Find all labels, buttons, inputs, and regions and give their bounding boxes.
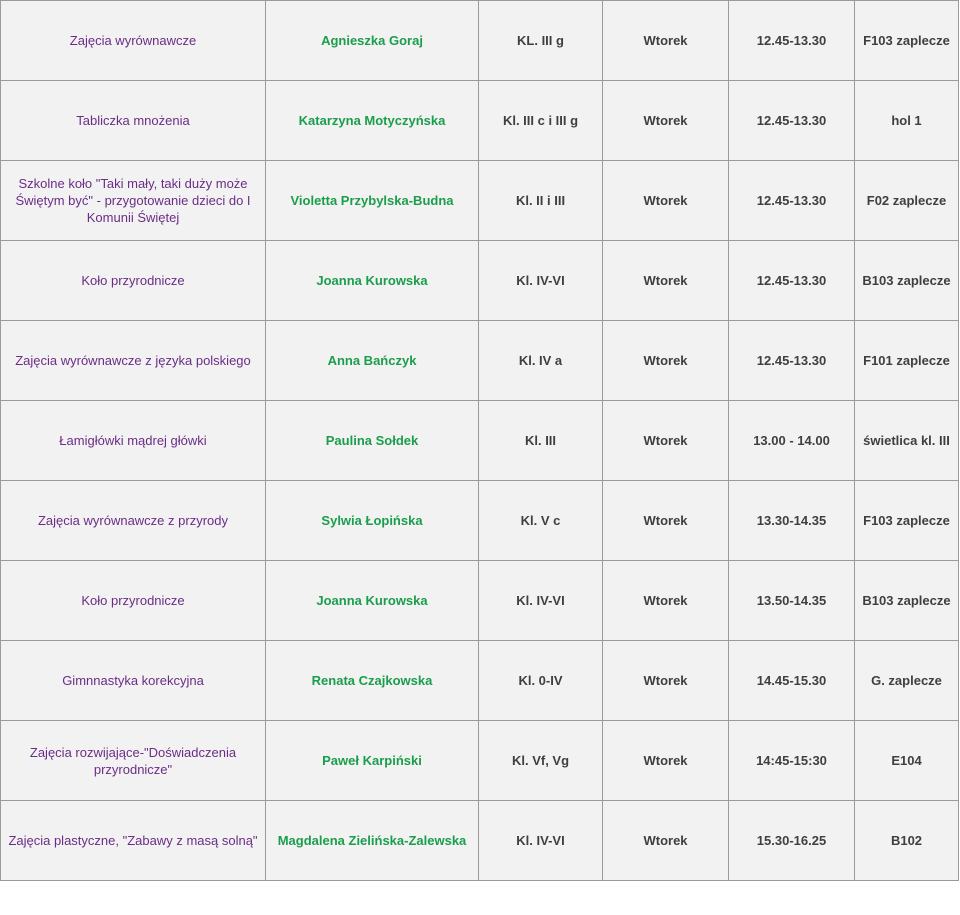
teacher-cell: Anna Bańczyk bbox=[266, 321, 479, 401]
teacher-cell: Paulina Sołdek bbox=[266, 401, 479, 481]
activity-cell: Koło przyrodnicze bbox=[1, 241, 266, 321]
activity-cell: Łamigłówki mądrej główki bbox=[1, 401, 266, 481]
room-cell: świetlica kl. III bbox=[855, 401, 959, 481]
day-cell: Wtorek bbox=[603, 1, 729, 81]
time-cell: 13.00 - 14.00 bbox=[729, 401, 855, 481]
table-row bbox=[1, 561, 959, 641]
class-cell: Kl. III c i III g bbox=[479, 81, 603, 161]
day-cell: Wtorek bbox=[603, 321, 729, 401]
activity-cell: Zajęcia plastyczne, "Zabawy z masą solną" bbox=[1, 801, 266, 881]
class-cell: Kl. IV-VI bbox=[479, 241, 603, 321]
activity-cell: Szkolne koło "Taki mały, taki duży może Świętym być" - przygotowanie dzieci do I Komunii Świętej bbox=[1, 161, 266, 241]
activity-cell: Zajęcia wyrównawcze z przyrody bbox=[1, 481, 266, 561]
room-cell: F101 zaplecze bbox=[855, 321, 959, 401]
time-cell: 13.30-14.35 bbox=[729, 481, 855, 561]
table-row bbox=[1, 161, 959, 241]
activity-cell: Tabliczka mnożenia bbox=[1, 81, 266, 161]
time-cell: 12.45-13.30 bbox=[729, 241, 855, 321]
day-cell: Wtorek bbox=[603, 801, 729, 881]
teacher-cell: Renata Czajkowska bbox=[266, 641, 479, 721]
teacher-cell: Katarzyna Motyczyńska bbox=[266, 81, 479, 161]
table-row bbox=[1, 321, 959, 401]
table-row bbox=[1, 81, 959, 161]
activity-cell: Gimnnastyka korekcyjna bbox=[1, 641, 266, 721]
room-cell: B103 zaplecze bbox=[855, 561, 959, 641]
time-cell: 14:45-15:30 bbox=[729, 721, 855, 801]
room-cell: F103 zaplecze bbox=[855, 481, 959, 561]
room-cell: F02 zaplecze bbox=[855, 161, 959, 241]
time-cell: 13.50-14.35 bbox=[729, 561, 855, 641]
room-cell: B103 zaplecze bbox=[855, 241, 959, 321]
table-row bbox=[1, 721, 959, 801]
time-cell: 12.45-13.30 bbox=[729, 161, 855, 241]
table-row bbox=[1, 1, 959, 81]
day-cell: Wtorek bbox=[603, 401, 729, 481]
table-row bbox=[1, 401, 959, 481]
class-cell: Kl. Vf, Vg bbox=[479, 721, 603, 801]
room-cell: G. zaplecze bbox=[855, 641, 959, 721]
teacher-cell: Agnieszka Goraj bbox=[266, 1, 479, 81]
day-cell: Wtorek bbox=[603, 721, 729, 801]
class-cell: KL. III g bbox=[479, 1, 603, 81]
activity-cell: Zajęcia rozwijające-"Doświadczenia przyrodnicze" bbox=[1, 721, 266, 801]
teacher-cell: Magdalena Zielińska-Zalewska bbox=[266, 801, 479, 881]
table-row bbox=[1, 801, 959, 881]
day-cell: Wtorek bbox=[603, 641, 729, 721]
table-row bbox=[1, 641, 959, 721]
table-row bbox=[1, 481, 959, 561]
activity-cell: Zajęcia wyrównawcze z języka polskiego bbox=[1, 321, 266, 401]
class-cell: Kl. V c bbox=[479, 481, 603, 561]
table-row bbox=[1, 241, 959, 321]
room-cell: B102 bbox=[855, 801, 959, 881]
teacher-cell: Paweł Karpiński bbox=[266, 721, 479, 801]
class-cell: Kl. IV a bbox=[479, 321, 603, 401]
class-cell: Kl. IV-VI bbox=[479, 561, 603, 641]
class-cell: Kl. III bbox=[479, 401, 603, 481]
activity-cell: Koło przyrodnicze bbox=[1, 561, 266, 641]
day-cell: Wtorek bbox=[603, 161, 729, 241]
time-cell: 12.45-13.30 bbox=[729, 1, 855, 81]
time-cell: 12.45-13.30 bbox=[729, 321, 855, 401]
room-cell: F103 zaplecze bbox=[855, 1, 959, 81]
day-cell: Wtorek bbox=[603, 241, 729, 321]
class-cell: Kl. IV-VI bbox=[479, 801, 603, 881]
class-cell: Kl. 0-IV bbox=[479, 641, 603, 721]
teacher-cell: Sylwia Łopińska bbox=[266, 481, 479, 561]
class-cell: Kl. II i III bbox=[479, 161, 603, 241]
day-cell: Wtorek bbox=[603, 561, 729, 641]
teacher-cell: Violetta Przybylska-Budna bbox=[266, 161, 479, 241]
room-cell: hol 1 bbox=[855, 81, 959, 161]
teacher-cell: Joanna Kurowska bbox=[266, 561, 479, 641]
room-cell: E104 bbox=[855, 721, 959, 801]
activity-cell: Zajęcia wyrównawcze bbox=[1, 1, 266, 81]
time-cell: 12.45-13.30 bbox=[729, 81, 855, 161]
day-cell: Wtorek bbox=[603, 81, 729, 161]
day-cell: Wtorek bbox=[603, 481, 729, 561]
time-cell: 15.30-16.25 bbox=[729, 801, 855, 881]
time-cell: 14.45-15.30 bbox=[729, 641, 855, 721]
teacher-cell: Joanna Kurowska bbox=[266, 241, 479, 321]
